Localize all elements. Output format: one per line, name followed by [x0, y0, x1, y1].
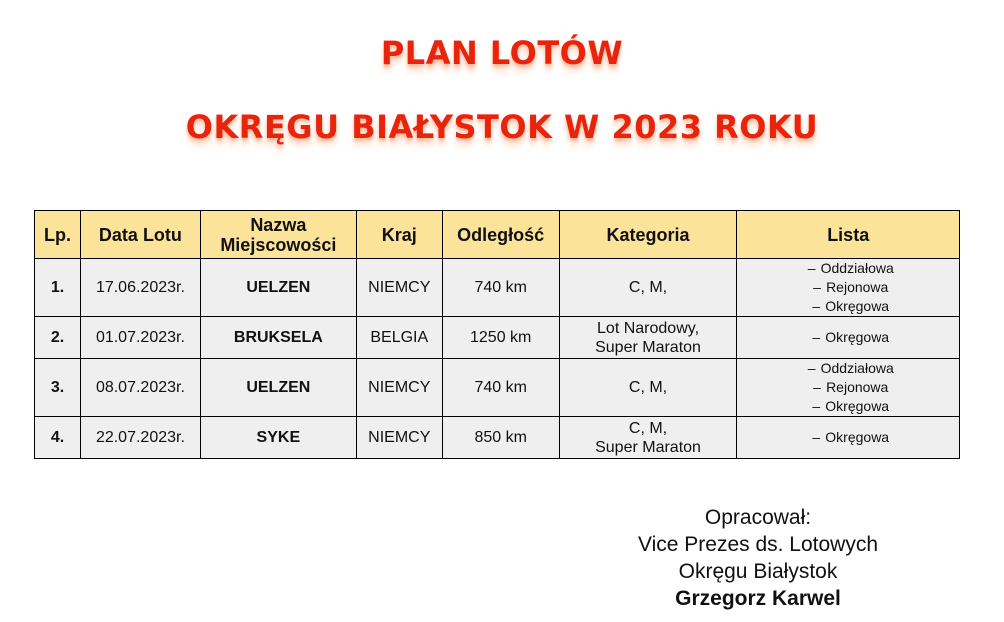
flight-plan-table [34, 210, 960, 459]
dash-glyph: – [812, 398, 821, 414]
table-row [35, 359, 960, 417]
signature-role: Vice Prezes ds. Lotowych [637, 533, 879, 556]
dash-glyph: – [813, 379, 821, 395]
cell-category [559, 417, 737, 459]
list-item-label: Rejonowa [826, 279, 889, 295]
list-items [741, 428, 955, 447]
list-item [741, 259, 955, 278]
list-item [741, 328, 955, 347]
dash-glyph: – [807, 260, 816, 276]
list-item-label: Okręgowa [825, 398, 890, 414]
dash-glyph: – [812, 329, 821, 345]
cell-list [737, 317, 960, 359]
header-distance: Odległość [442, 211, 559, 259]
table-row [35, 259, 960, 317]
header-city-line2: Miejscowości [220, 234, 337, 255]
dash-glyph: – [807, 360, 816, 376]
list-item [741, 297, 955, 316]
list-item [741, 278, 955, 297]
header-category: Kategoria [559, 211, 737, 259]
cell-lp: 3. [35, 359, 81, 417]
cell-lp: 2. [35, 317, 81, 359]
signature-prepared-by: Opracował: [704, 506, 812, 529]
cell-list [737, 259, 960, 317]
cell-distance: 740 km [442, 359, 559, 417]
table-row [35, 417, 960, 459]
cell-date: 01.07.2023r. [80, 317, 200, 359]
cell-category [559, 359, 737, 417]
signature-district: Okręgu Białystok [678, 560, 838, 583]
cell-list [737, 417, 960, 459]
cell-country: NIEMCY [356, 359, 442, 417]
signature-name: Grzegorz Karwel [675, 587, 841, 610]
header-list: Lista [737, 211, 960, 259]
header-country: Kraj [356, 211, 442, 259]
cell-city: BRUKSELA [200, 317, 356, 359]
title-line-2: OKRĘGU BIAŁYSTOK W 2023 ROKU [185, 108, 819, 146]
category-line1: C, M, [628, 279, 668, 296]
category-line1: C, M, [628, 419, 668, 437]
cell-country: BELGIA [356, 317, 442, 359]
list-item-label: Rejonowa [826, 379, 889, 395]
cell-city: UELZEN [200, 359, 356, 417]
cell-lp: 1. [35, 259, 81, 317]
cell-category [559, 259, 737, 317]
header-lp: Lp. [35, 211, 81, 259]
list-item [741, 428, 955, 447]
cell-country: NIEMCY [356, 417, 442, 459]
list-item-label: Okręgowa [825, 429, 890, 445]
list-item-label: Oddziałowa [820, 260, 894, 276]
header-city [200, 211, 356, 259]
header-city-line1: Nazwa [250, 214, 307, 235]
list-item [741, 359, 955, 378]
table-row [35, 317, 960, 359]
list-item [741, 378, 955, 397]
cell-date: 17.06.2023r. [80, 259, 200, 317]
list-items [741, 359, 955, 416]
header-date: Data Lotu [80, 211, 200, 259]
category-line2: Super Maraton [595, 438, 701, 456]
cell-distance: 1250 km [442, 317, 559, 359]
category-line1: C, M, [628, 379, 668, 396]
cell-city: UELZEN [200, 259, 356, 317]
dash-glyph: – [812, 298, 821, 314]
cell-city: SYKE [200, 417, 356, 459]
cell-date: 22.07.2023r. [80, 417, 200, 459]
cell-distance: 740 km [442, 259, 559, 317]
cell-date: 08.07.2023r. [80, 359, 200, 417]
dash-glyph: – [813, 279, 821, 295]
list-item [741, 397, 955, 416]
list-item-label: Okręgowa [825, 329, 890, 345]
cell-list [737, 359, 960, 417]
table-header-row [35, 211, 960, 259]
cell-country: NIEMCY [356, 259, 442, 317]
cell-lp: 4. [35, 417, 81, 459]
list-items [741, 328, 955, 347]
category-line2: Super Maraton [595, 338, 701, 356]
cell-distance: 850 km [442, 417, 559, 459]
signature-block [600, 504, 916, 612]
list-item-label: Oddziałowa [820, 360, 894, 376]
list-item-label: Okręgowa [825, 298, 890, 314]
list-items [741, 259, 955, 316]
dash-glyph: – [812, 429, 821, 445]
title-line-1: PLAN LOTÓW [380, 34, 624, 72]
category-line1: Lot Narodowy, [597, 319, 700, 337]
cell-category [559, 317, 737, 359]
